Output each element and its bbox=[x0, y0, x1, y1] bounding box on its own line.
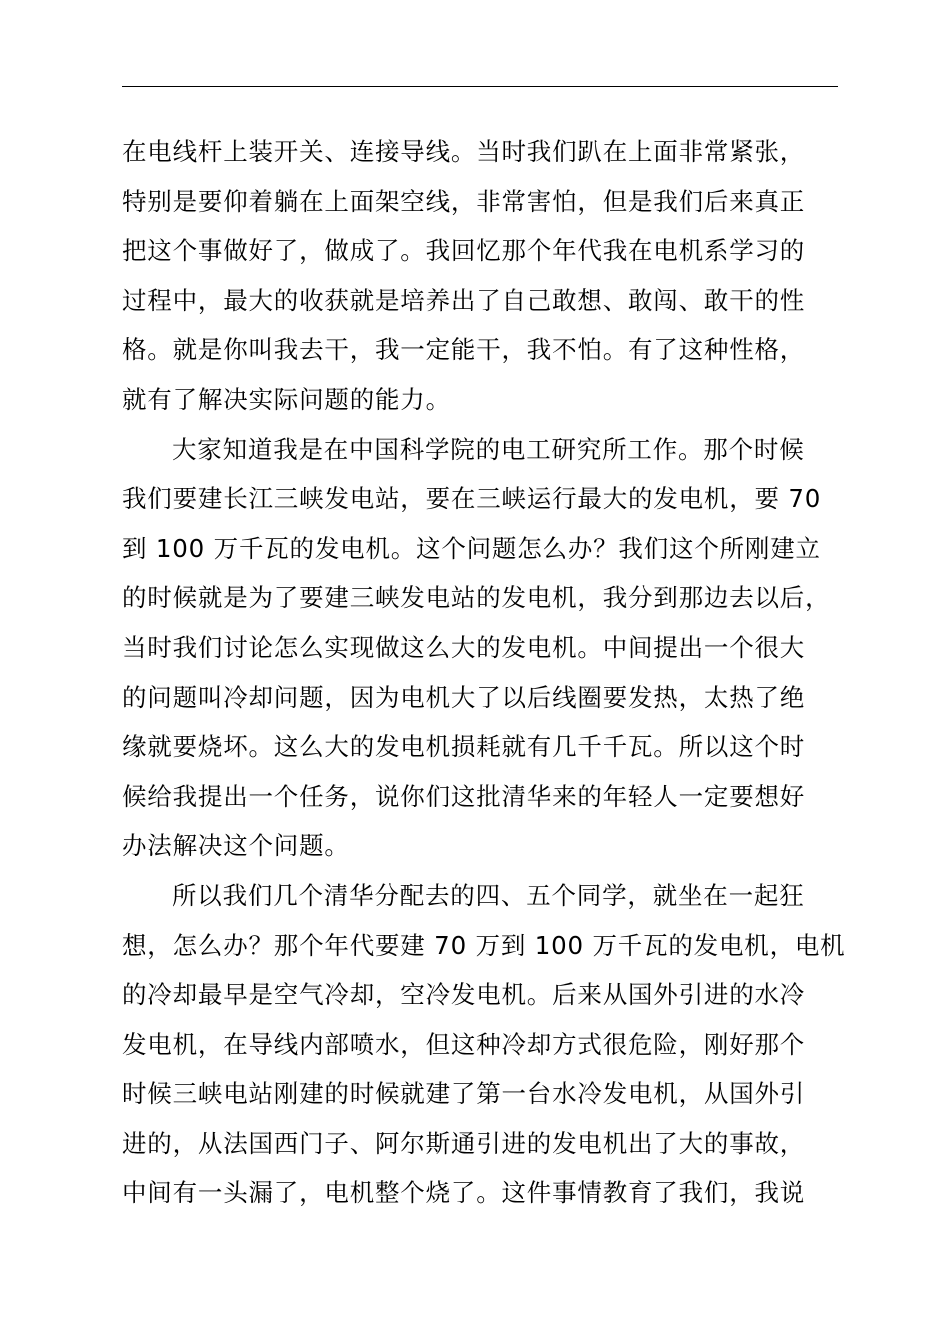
text-line: 发电机，在导线内部喷水，但这种冷却方式很危险，刚好那个 bbox=[122, 1029, 806, 1059]
text-line: 就有了解决实际问题的能力。 bbox=[122, 384, 451, 414]
text-line: 的冷却最早是空气冷却，空冷发电机。后来从国外引进的水冷 bbox=[122, 980, 806, 1010]
text-line: 进的，从法国西门子、阿尔斯通引进的发电机出了大的事故， bbox=[122, 1128, 806, 1158]
text-line: 办法解决这个问题。 bbox=[122, 831, 350, 861]
text-line: 当时我们讨论怎么实现做这么大的发电机。中间提出一个很大 bbox=[122, 632, 806, 662]
text-line: 把这个事做好了，做成了。我回忆那个年代我在电机系学习的 bbox=[122, 236, 806, 266]
text-line: 时候三峡电站刚建的时候就建了第一台水冷发电机，从国外引 bbox=[122, 1079, 806, 1109]
text-line: 候给我提出一个任务，说你们这批清华来的年轻人一定要想好 bbox=[122, 781, 806, 811]
text-line: 想，怎么办？那个年代要建 70 万到 100 万千瓦的发电机，电机 bbox=[122, 930, 846, 960]
document-body bbox=[122, 127, 862, 1218]
text-line: 过程中，最大的收获就是培养出了自己敢想、敢闯、敢干的性 bbox=[122, 285, 806, 315]
header-rule bbox=[122, 86, 838, 87]
text-line: 中间有一头漏了，电机整个烧了。这件事情教育了我们，我说 bbox=[122, 1178, 806, 1208]
text-line: 特别是要仰着躺在上面架空线，非常害怕，但是我们后来真正 bbox=[122, 186, 806, 216]
text-line: 的时候就是为了要建三峡发电站的发电机，我分到那边去以后， bbox=[122, 583, 831, 613]
text-line: 格。就是你叫我去干，我一定能干，我不怕。有了这种性格， bbox=[122, 335, 806, 365]
text-line: 在电线杆上装开关、连接导线。当时我们趴在上面非常紧张， bbox=[122, 137, 806, 166]
text-line: 缘就要烧坏。这么大的发电机损耗就有几千千瓦。所以这个时 bbox=[122, 732, 806, 762]
text-line: 到 100 万千瓦的发电机。这个问题怎么办？我们这个所刚建立 bbox=[122, 533, 821, 563]
text-line: 的问题叫冷却问题，因为电机大了以后线圈要发热，太热了绝 bbox=[122, 682, 806, 712]
paragraph-start-line: 大家知道我是在中国科学院的电工研究所工作。那个时候 bbox=[172, 434, 805, 464]
paragraph-start-line: 所以我们几个清华分配去的四、五个同学，就坐在一起狂 bbox=[172, 880, 805, 910]
text-line: 我们要建长江三峡发电站，要在三峡运行最大的发电机，要 70 bbox=[122, 484, 822, 514]
